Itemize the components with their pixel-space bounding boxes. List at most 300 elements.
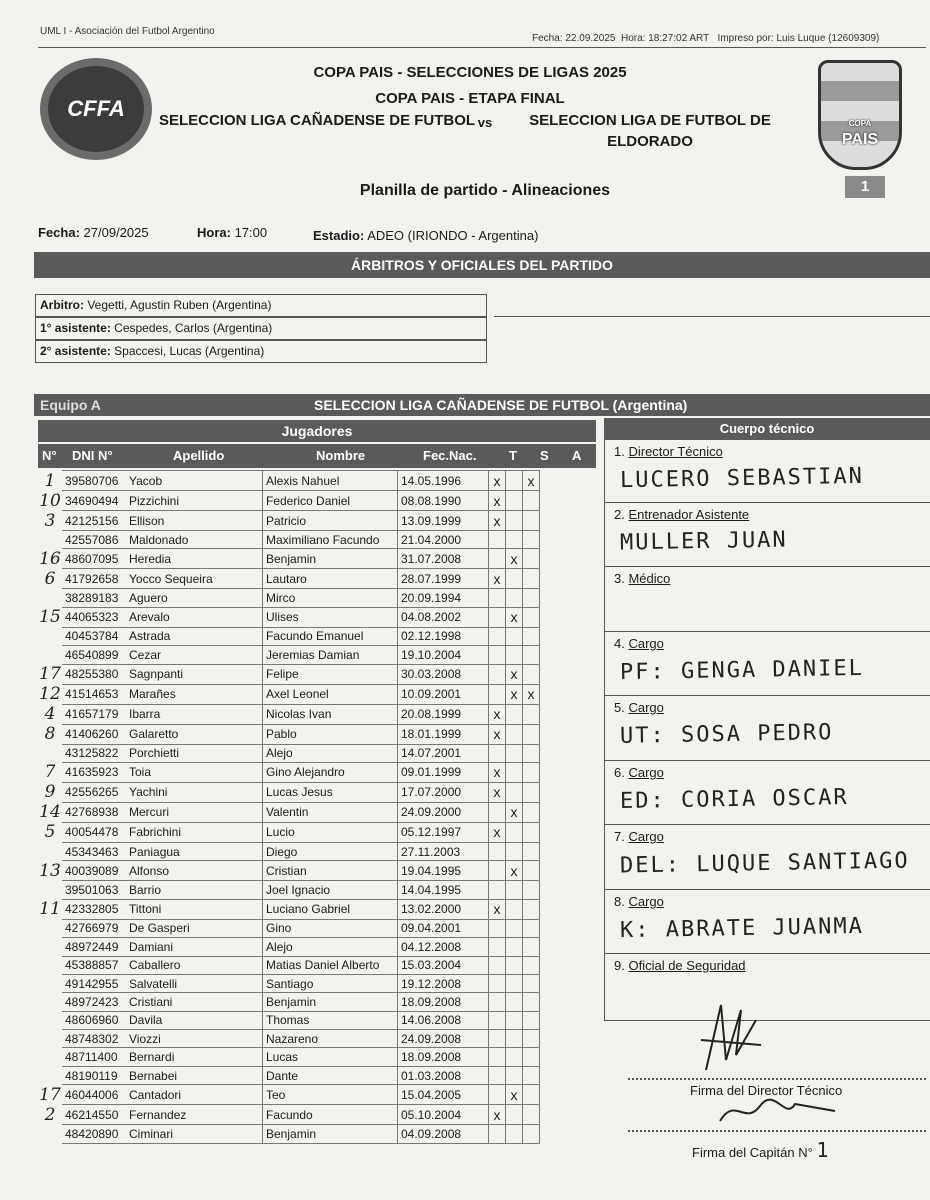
player-birthdate: 10.09.2001 xyxy=(398,684,489,704)
player-surname: Cezar xyxy=(126,646,263,664)
player-dni: 44065323 xyxy=(62,607,126,627)
player-birthdate: 14.05.1996 xyxy=(398,471,489,491)
player-dni: 48972423 xyxy=(62,993,126,1011)
player-starter-mark xyxy=(489,589,506,607)
officials-section-title: ÁRBITROS Y OFICIALES DEL PARTIDO xyxy=(34,252,930,278)
player-number: 13 xyxy=(39,860,61,881)
player-card-mark xyxy=(523,531,540,549)
player-number: 3 xyxy=(44,510,56,531)
player-name: Lautaro xyxy=(263,569,398,589)
player-starter-mark: x xyxy=(489,1105,506,1125)
player-starter-mark: x xyxy=(489,822,506,842)
player-dni: 39501063 xyxy=(62,881,126,899)
player-starter-mark xyxy=(489,1030,506,1048)
player-surname: Paniagua xyxy=(126,842,263,860)
staff-separator xyxy=(604,502,930,503)
player-dni: 48606960 xyxy=(62,1011,126,1029)
player-dni: 48190119 xyxy=(62,1066,126,1084)
player-card-mark xyxy=(523,664,540,684)
player-number xyxy=(38,881,62,899)
player-surname: Galaretto xyxy=(126,724,263,744)
player-row xyxy=(38,1030,540,1048)
player-sub-mark xyxy=(506,471,523,491)
player-dni: 40054478 xyxy=(62,822,126,842)
player-dni: 48972449 xyxy=(62,938,126,956)
match-date: Fecha: 27/09/2025 xyxy=(38,225,149,240)
player-starter-mark xyxy=(489,1011,506,1029)
staff-item-label: 8. Cargo xyxy=(614,894,664,909)
player-name: Dante xyxy=(263,1066,398,1084)
player-name: Maximiliano Facundo xyxy=(263,531,398,549)
player-row xyxy=(38,664,540,684)
player-name: Teo xyxy=(263,1085,398,1105)
player-sub-mark xyxy=(506,899,523,919)
player-birthdate: 01.03.2008 xyxy=(398,1066,489,1084)
title-line1: COPA PAIS - SELECCIONES DE LIGAS 2025 xyxy=(313,64,627,81)
player-birthdate: 20.09.1994 xyxy=(398,589,489,607)
copa-pais-logo: COPA PAIS xyxy=(818,60,902,170)
player-sub-mark: x xyxy=(506,802,523,822)
player-surname: Davila xyxy=(126,1011,263,1029)
player-surname: Toia xyxy=(126,762,263,782)
player-row xyxy=(38,956,540,974)
player-name: Thomas xyxy=(263,1011,398,1029)
player-birthdate: 04.09.2008 xyxy=(398,1125,489,1143)
player-sub-mark xyxy=(506,881,523,899)
player-surname: De Gasperi xyxy=(126,919,263,937)
player-starter-mark xyxy=(489,956,506,974)
dt-signature-label: Firma del Director Técnico xyxy=(690,1083,843,1098)
staff-handwritten-name: K: ABRATE JUANMA xyxy=(619,913,865,944)
assistant1-row: 1° asistente: Cespedes, Carlos (Argentina) xyxy=(35,317,487,340)
players-col-headers: N° DNI N° Apellido Nombre Fec.Nac. T S A xyxy=(38,444,596,468)
player-surname: Yachini xyxy=(126,782,263,802)
cffa-logo: CFFA xyxy=(40,58,152,160)
player-card-mark xyxy=(523,1125,540,1143)
player-number: 8 xyxy=(44,724,56,745)
player-birthdate: 18.01.1999 xyxy=(398,724,489,744)
player-row xyxy=(38,762,540,782)
staff-item-label: 6. Cargo xyxy=(614,765,664,780)
player-birthdate: 31.07.2008 xyxy=(398,549,489,569)
player-starter-mark: x xyxy=(489,471,506,491)
player-dni: 48420890 xyxy=(62,1125,126,1143)
player-sub-mark xyxy=(506,919,523,937)
player-card-mark xyxy=(523,861,540,881)
player-sub-mark xyxy=(506,842,523,860)
staff-bottom-border xyxy=(604,1020,930,1021)
player-surname: Cantadori xyxy=(126,1085,263,1105)
player-starter-mark: x xyxy=(489,491,506,511)
vs-label: vs xyxy=(477,115,493,130)
staff-title: Cuerpo técnico xyxy=(604,418,930,440)
player-starter-mark xyxy=(489,684,506,704)
player-name: Facundo Emanuel xyxy=(263,627,398,645)
player-surname: Ciminari xyxy=(126,1125,263,1143)
player-number: 1 xyxy=(44,470,56,491)
player-starter-mark: x xyxy=(489,704,506,724)
player-dni: 34690494 xyxy=(62,491,126,511)
player-sub-mark xyxy=(506,822,523,842)
staff-item-label: 7. Cargo xyxy=(614,829,664,844)
player-name: Valentin xyxy=(263,802,398,822)
player-row xyxy=(38,491,540,511)
player-dni: 45343463 xyxy=(62,842,126,860)
player-dni: 41657179 xyxy=(62,704,126,724)
team-a-title: SELECCION LIGA CAÑADENSE DE FUTBOL xyxy=(158,112,476,129)
officials-blank-line xyxy=(494,316,930,317)
player-starter-mark: x xyxy=(489,782,506,802)
player-number xyxy=(38,974,62,992)
player-starter-mark: x xyxy=(489,762,506,782)
player-number xyxy=(38,1125,62,1143)
player-sub-mark xyxy=(506,938,523,956)
player-name: Jeremias Damian xyxy=(263,646,398,664)
player-row xyxy=(38,1066,540,1084)
staff-handwritten-name: UT: SOSA PEDRO xyxy=(619,720,834,749)
player-sub-mark xyxy=(506,974,523,992)
player-birthdate: 14.04.1995 xyxy=(398,881,489,899)
captain-signature-scribble xyxy=(715,1096,845,1126)
player-dni: 42768938 xyxy=(62,802,126,822)
player-sub-mark xyxy=(506,1125,523,1143)
player-name: Federico Daniel xyxy=(263,491,398,511)
player-row xyxy=(38,861,540,881)
player-number: 9 xyxy=(44,782,56,803)
player-number xyxy=(38,1011,62,1029)
player-birthdate: 09.01.1999 xyxy=(398,762,489,782)
player-sub-mark xyxy=(506,744,523,762)
player-starter-mark xyxy=(489,549,506,569)
player-starter-mark xyxy=(489,531,506,549)
player-row xyxy=(38,881,540,899)
player-row xyxy=(38,899,540,919)
player-sub-mark xyxy=(506,1105,523,1125)
player-card-mark xyxy=(523,1066,540,1084)
player-row xyxy=(38,511,540,531)
staff-separator xyxy=(604,631,930,632)
staff-separator xyxy=(604,695,930,696)
players-header: Jugadores xyxy=(38,420,596,442)
player-row xyxy=(38,782,540,802)
staff-separator xyxy=(604,953,930,954)
player-birthdate: 09.04.2001 xyxy=(398,919,489,937)
player-surname: Marañes xyxy=(126,684,263,704)
staff-handwritten-name: MULLER JUAN xyxy=(619,527,788,556)
player-number xyxy=(38,744,62,762)
player-row xyxy=(38,802,540,822)
staff-item-label: 5. Cargo xyxy=(614,700,664,715)
player-birthdate: 28.07.1999 xyxy=(398,569,489,589)
player-row xyxy=(38,1085,540,1105)
player-row xyxy=(38,704,540,724)
player-surname: Yacob xyxy=(126,471,263,491)
player-dni: 48607095 xyxy=(62,549,126,569)
player-birthdate: 15.03.2004 xyxy=(398,956,489,974)
player-name: Axel Leonel xyxy=(263,684,398,704)
player-row xyxy=(38,842,540,860)
player-starter-mark xyxy=(489,919,506,937)
player-row xyxy=(38,974,540,992)
player-dni: 42557086 xyxy=(62,531,126,549)
player-row xyxy=(38,549,540,569)
player-birthdate: 24.09.2008 xyxy=(398,1030,489,1048)
player-dni: 41635923 xyxy=(62,762,126,782)
player-number: 2 xyxy=(44,1104,56,1125)
print-info: Fecha: 22.09.2025 Hora: 18:27:02 ART Impreso por: Luis Luque (12609309) xyxy=(532,33,880,44)
player-card-mark xyxy=(523,938,540,956)
player-name: Nazareno xyxy=(263,1030,398,1048)
player-number xyxy=(38,993,62,1011)
player-birthdate: 20.08.1999 xyxy=(398,704,489,724)
player-dni: 41792658 xyxy=(62,569,126,589)
player-number: 17 xyxy=(39,664,61,685)
player-birthdate: 05.10.2004 xyxy=(398,1105,489,1125)
player-sub-mark: x xyxy=(506,861,523,881)
org-name: UML I - Asociación del Futbol Argentino xyxy=(40,26,215,37)
player-row xyxy=(38,531,540,549)
player-surname: Barrio xyxy=(126,881,263,899)
player-card-mark xyxy=(523,782,540,802)
player-name: Alejo xyxy=(263,744,398,762)
team-bar: Equipo A SELECCION LIGA CAÑADENSE DE FUTBOL (Argentina) xyxy=(34,394,930,416)
player-surname: Mercuri xyxy=(126,802,263,822)
player-dni: 41406260 xyxy=(62,724,126,744)
player-starter-mark xyxy=(489,881,506,899)
player-surname: Aguero xyxy=(126,589,263,607)
player-surname: Pizzichini xyxy=(126,491,263,511)
player-card-mark xyxy=(523,704,540,724)
player-card-mark xyxy=(523,569,540,589)
player-dni: 48748302 xyxy=(62,1030,126,1048)
player-card-mark xyxy=(523,549,540,569)
player-dni: 38289183 xyxy=(62,589,126,607)
player-card-mark xyxy=(523,1048,540,1066)
player-surname: Fabrichini xyxy=(126,822,263,842)
player-starter-mark: x xyxy=(489,724,506,744)
player-number: 6 xyxy=(44,568,56,589)
player-dni: 49142955 xyxy=(62,974,126,992)
player-dni: 41514653 xyxy=(62,684,126,704)
player-birthdate: 24.09.2000 xyxy=(398,802,489,822)
staff-item-label: 3. Médico xyxy=(614,571,671,586)
player-sub-mark xyxy=(506,704,523,724)
player-dni: 42766979 xyxy=(62,919,126,937)
player-surname: Ellison xyxy=(126,511,263,531)
player-starter-mark xyxy=(489,1048,506,1066)
player-name: Diego xyxy=(263,842,398,860)
match-stadium: Estadio: ADEO (IRIONDO - Argentina) xyxy=(313,228,539,243)
staff-item-label: 1. Director Técnico xyxy=(614,444,723,459)
staff-handwritten-name: DEL: LUQUE SANTIAGO xyxy=(619,848,910,879)
player-starter-mark: x xyxy=(489,899,506,919)
player-starter-mark: x xyxy=(489,511,506,531)
player-sub-mark xyxy=(506,724,523,744)
team-b-title: SELECCION LIGA DE FUTBOL DE ELDORADO xyxy=(529,112,771,150)
player-name: Luciano Gabriel xyxy=(263,899,398,919)
player-starter-mark xyxy=(489,646,506,664)
player-name: Benjamin xyxy=(263,549,398,569)
player-sub-mark xyxy=(506,1048,523,1066)
dt-signature-line xyxy=(628,1078,926,1080)
player-card-mark xyxy=(523,881,540,899)
player-surname: Sagnpanti xyxy=(126,664,263,684)
player-dni: 42556265 xyxy=(62,782,126,802)
player-sub-mark xyxy=(506,589,523,607)
player-name: Cristian xyxy=(263,861,398,881)
player-card-mark xyxy=(523,491,540,511)
player-dni: 48255380 xyxy=(62,664,126,684)
player-name: Alejo xyxy=(263,938,398,956)
player-dni: 43125822 xyxy=(62,744,126,762)
players-table xyxy=(38,470,540,1144)
player-birthdate: 13.02.2000 xyxy=(398,899,489,919)
player-sub-mark xyxy=(506,1066,523,1084)
staff-handwritten-name: ED: CORIA OSCAR xyxy=(619,785,849,814)
player-row xyxy=(38,684,540,704)
player-card-mark xyxy=(523,762,540,782)
player-row xyxy=(38,1125,540,1143)
player-card-mark xyxy=(523,627,540,645)
player-birthdate: 19.10.2004 xyxy=(398,646,489,664)
player-starter-mark xyxy=(489,842,506,860)
staff-left-border xyxy=(604,440,605,1020)
staff-separator xyxy=(604,566,930,567)
player-name: Alexis Nahuel xyxy=(263,471,398,491)
player-name: Benjamin xyxy=(263,1125,398,1143)
player-name: Patricio xyxy=(263,511,398,531)
player-card-mark xyxy=(523,802,540,822)
page-number: 1 xyxy=(845,176,885,198)
player-surname: Caballero xyxy=(126,956,263,974)
player-sub-mark xyxy=(506,782,523,802)
player-number xyxy=(38,842,62,860)
player-name: Gino xyxy=(263,919,398,937)
player-starter-mark xyxy=(489,993,506,1011)
player-card-mark xyxy=(523,1011,540,1029)
staff-separator xyxy=(604,760,930,761)
player-row xyxy=(38,471,540,491)
player-row xyxy=(38,993,540,1011)
player-card-mark: x xyxy=(523,471,540,491)
match-time: Hora: 17:00 xyxy=(197,225,268,240)
player-birthdate: 02.12.1998 xyxy=(398,627,489,645)
player-starter-mark xyxy=(489,607,506,627)
player-dni: 40039089 xyxy=(62,861,126,881)
player-sub-mark xyxy=(506,569,523,589)
player-card-mark xyxy=(523,744,540,762)
player-dni: 46214550 xyxy=(62,1105,126,1125)
player-row xyxy=(38,646,540,664)
player-sub-mark: x xyxy=(506,607,523,627)
player-starter-mark xyxy=(489,627,506,645)
player-dni: 46540899 xyxy=(62,646,126,664)
player-sub-mark xyxy=(506,1011,523,1029)
player-name: Lucio xyxy=(263,822,398,842)
player-birthdate: 14.06.2008 xyxy=(398,1011,489,1029)
player-name: Gino Alejandro xyxy=(263,762,398,782)
player-birthdate: 30.03.2008 xyxy=(398,664,489,684)
player-row xyxy=(38,569,540,589)
player-card-mark xyxy=(523,589,540,607)
player-card-mark xyxy=(523,1030,540,1048)
player-row xyxy=(38,1048,540,1066)
player-starter-mark xyxy=(489,861,506,881)
staff-separator xyxy=(604,889,930,890)
player-birthdate: 04.12.2008 xyxy=(398,938,489,956)
player-starter-mark xyxy=(489,1125,506,1143)
player-card-mark xyxy=(523,974,540,992)
player-starter-mark xyxy=(489,744,506,762)
player-dni: 48711400 xyxy=(62,1048,126,1066)
player-number xyxy=(38,589,62,607)
player-number: 7 xyxy=(44,762,56,783)
staff-item-label: 9. Oficial de Seguridad xyxy=(614,958,746,973)
player-surname: Heredia xyxy=(126,549,263,569)
player-sub-mark xyxy=(506,1030,523,1048)
player-number xyxy=(38,646,62,664)
player-dni: 39580706 xyxy=(62,471,126,491)
player-starter-mark xyxy=(489,938,506,956)
player-number xyxy=(38,1066,62,1084)
player-surname: Bernardi xyxy=(126,1048,263,1066)
staff-handwritten-name: LUCERO SEBASTIAN xyxy=(619,463,865,494)
player-dni: 42332805 xyxy=(62,899,126,919)
staff-separator xyxy=(604,824,930,825)
player-name: Mirco xyxy=(263,589,398,607)
player-number: 5 xyxy=(44,822,56,843)
player-card-mark xyxy=(523,899,540,919)
player-card-mark xyxy=(523,607,540,627)
player-birthdate: 27.11.2003 xyxy=(398,842,489,860)
player-number xyxy=(38,1048,62,1066)
player-name: Ulises xyxy=(263,607,398,627)
player-card-mark xyxy=(523,993,540,1011)
player-birthdate: 19.04.1995 xyxy=(398,861,489,881)
player-row xyxy=(38,724,540,744)
player-card-mark xyxy=(523,646,540,664)
player-card-mark xyxy=(523,956,540,974)
player-surname: Arevalo xyxy=(126,607,263,627)
player-card-mark xyxy=(523,511,540,531)
player-birthdate: 08.08.1990 xyxy=(398,491,489,511)
player-dni: 40453784 xyxy=(62,627,126,645)
player-birthdate: 17.07.2000 xyxy=(398,782,489,802)
player-number: 11 xyxy=(39,899,61,920)
player-row xyxy=(38,1105,540,1125)
player-sub-mark: x xyxy=(506,664,523,684)
player-dni: 42125156 xyxy=(62,511,126,531)
player-number xyxy=(38,1030,62,1048)
player-number: 14 xyxy=(39,802,61,823)
player-surname: Bernabei xyxy=(126,1066,263,1084)
player-birthdate: 19.12.2008 xyxy=(398,974,489,992)
player-number xyxy=(38,956,62,974)
player-birthdate: 05.12.1997 xyxy=(398,822,489,842)
staff-item-label: 2. Entrenador Asistente xyxy=(614,507,750,522)
player-birthdate: 18.09.2008 xyxy=(398,993,489,1011)
player-name: Nicolas Ivan xyxy=(263,704,398,724)
player-name: Lucas xyxy=(263,1048,398,1066)
player-card-mark xyxy=(523,842,540,860)
player-number xyxy=(38,627,62,645)
player-row xyxy=(38,589,540,607)
player-surname: Fernandez xyxy=(126,1105,263,1125)
player-row xyxy=(38,627,540,645)
player-card-mark xyxy=(523,724,540,744)
player-number xyxy=(38,531,62,549)
player-surname: Alfonso xyxy=(126,861,263,881)
